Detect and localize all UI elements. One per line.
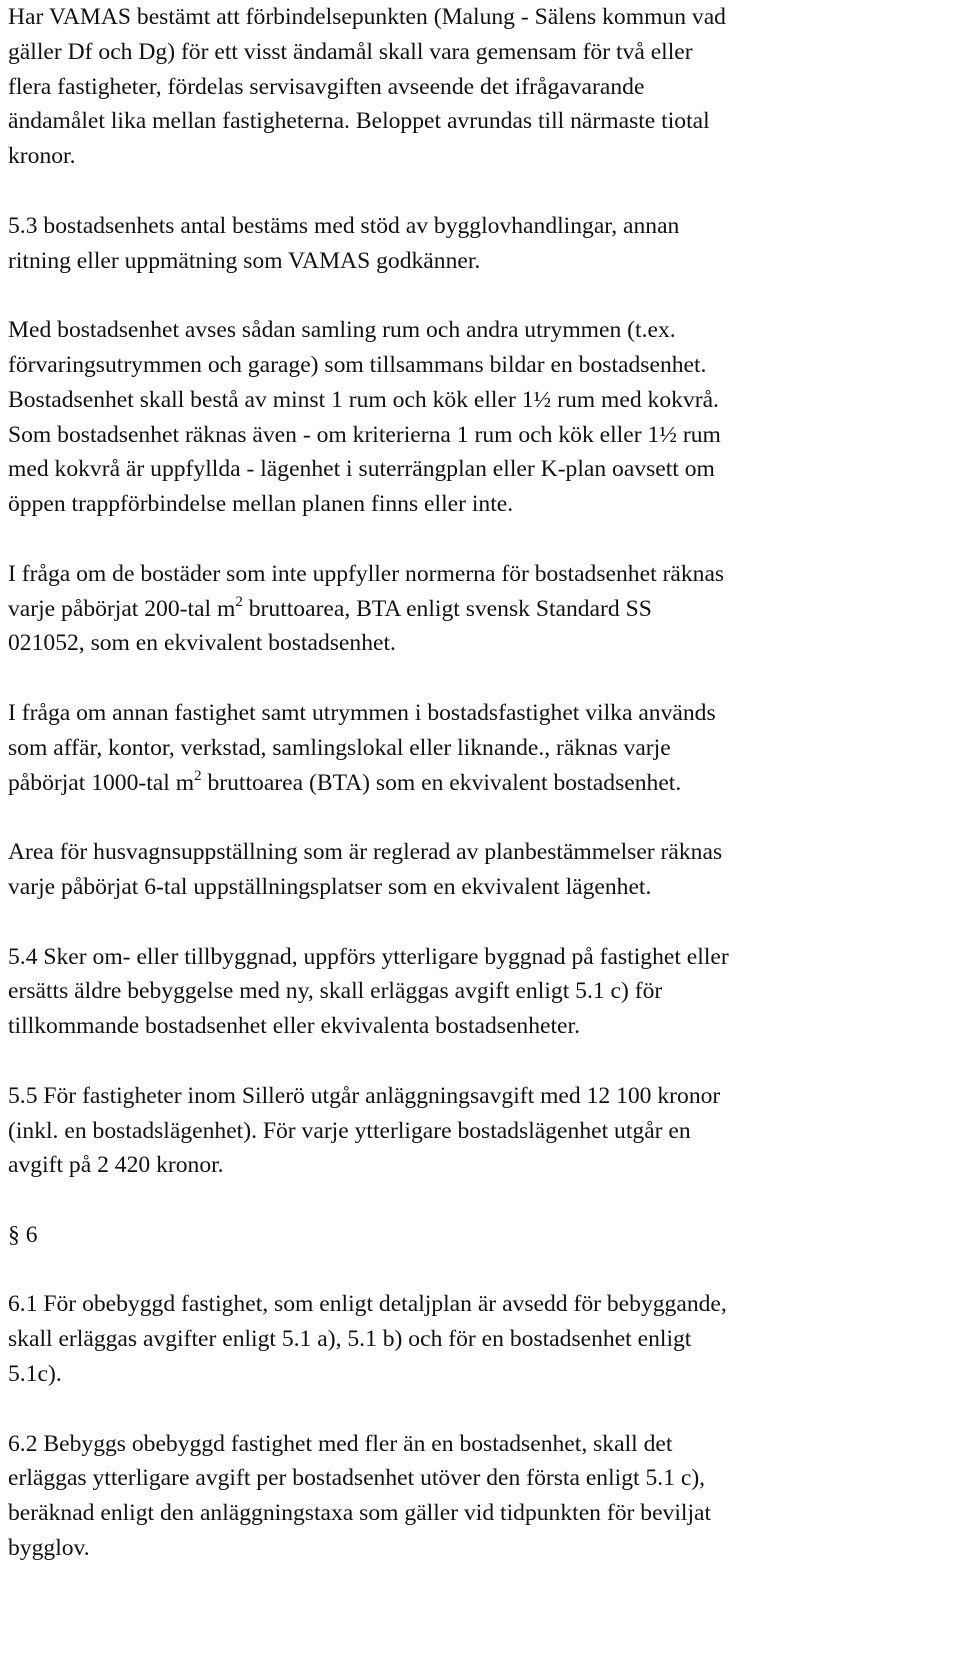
text-line: ritning eller uppmätning som VAMAS godkänner. — [8, 247, 481, 274]
text-line: varje påbörjat 6-tal uppställningsplatser som en ekvivalent lägenhet. — [8, 873, 652, 900]
text-segment: varje påbörjat 200-tal m — [8, 595, 236, 622]
paragraph-bostader-normer — [8, 557, 948, 661]
text-segment: påbörjat 1000-tal m — [8, 769, 195, 796]
text-line: 5.4 Sker om- eller tillbyggnad, uppförs ytterligare byggnad på fastighet eller — [8, 943, 729, 970]
text-line: ersätts äldre bebyggelse med ny, skall erläggas avgift enligt 5.1 c) för — [8, 978, 663, 1005]
text-line: avgift på 2 420 kronor. — [8, 1152, 224, 1179]
section-heading-6 — [8, 1218, 948, 1253]
text-line: som affär, kontor, verkstad, samlingslokal eller liknande., räknas varje — [8, 734, 671, 761]
text-line: I fråga om annan fastighet samt utrymmen i bostadsfastighet vilka används — [8, 699, 716, 726]
text-line: beräknad enligt den anläggningstaxa som gäller vid tidpunkten för beviljat — [8, 1500, 712, 1527]
text-line: 6.2 Bebyggs obebyggd fastighet med fler än en bostadsenhet, skall det — [8, 1430, 673, 1457]
text-line: skall erläggas avgifter enligt 5.1 a), 5.1 b) och för en bostadsenhet enligt — [8, 1326, 692, 1353]
text-line: (inkl. en bostadslägenhet). För varje ytterligare bostadslägenhet utgår en — [8, 1117, 691, 1144]
text-line: Som bostadsenhet räknas även - om kriterierna 1 rum och kök eller 1½ rum — [8, 421, 721, 448]
section-heading: § 6 — [8, 1221, 38, 1248]
text-line: 021052, som en ekvivalent bostadsenhet. — [8, 630, 396, 657]
paragraph-bostadsenhet-definition — [8, 313, 948, 522]
text-line: öppen trappförbindelse mellan planen finns eller inte. — [8, 491, 514, 518]
text-segment: bruttoarea (BTA) som en ekvivalent bostadsenhet. — [201, 769, 682, 796]
document-page — [8, 0, 948, 1566]
text-line: bygglov. — [8, 1535, 90, 1562]
text-line: flera fastigheter, fördelas servisavgiften avseende det ifrågavarande — [8, 73, 645, 100]
superscript: 2 — [194, 767, 202, 784]
paragraph-servisavgift — [8, 0, 948, 174]
text-line: 6.1 För obebyggd fastighet, som enligt detaljplan är avsedd för bebyggande, — [8, 1291, 727, 1318]
text-line: 5.5 För fastigheter inom Sillerö utgår anläggningsavgift med 12 100 kronor — [8, 1082, 721, 1109]
text-segment: bruttoarea, BTA enligt svensk Standard SS — [242, 595, 652, 622]
paragraph-5-3 — [8, 209, 948, 279]
paragraph-annan-fastighet — [8, 696, 948, 800]
text-line: Har VAMAS bestämt att förbindelsepunkten (Malung - Sälens kommun vad — [8, 4, 726, 30]
paragraph-6-2 — [8, 1427, 948, 1566]
text-line: I fråga om de bostäder som inte uppfyller normerna för bostadsenhet räknas — [8, 560, 725, 587]
paragraph-5-4 — [8, 940, 948, 1044]
text-line: förvaringsutrymmen och garage) som tillsammans bildar en bostadsenhet. — [8, 351, 707, 378]
text-line: 5.1c). — [8, 1361, 62, 1388]
paragraph-husvagn — [8, 835, 948, 905]
text-line — [8, 766, 948, 801]
paragraph-6-1 — [8, 1287, 948, 1391]
text-line: Bostadsenhet skall bestå av minst 1 rum och kök eller 1½ rum med kokvrå. — [8, 386, 719, 413]
text-line: 5.3 bostadsenhets antal bestäms med stöd av bygglovhandlingar, annan — [8, 212, 680, 239]
text-line: gäller Df och Dg) för ett visst ändamål skall vara gemensam för två eller — [8, 38, 693, 65]
superscript: 2 — [235, 593, 243, 610]
paragraph-5-5 — [8, 1079, 948, 1183]
text-line: med kokvrå är uppfyllda - lägenhet i suterrängplan eller K-plan oavsett om — [8, 456, 715, 483]
text-line: ändamålet lika mellan fastigheterna. Beloppet avrundas till närmaste tiotal — [8, 108, 710, 135]
text-line: kronor. — [8, 143, 76, 170]
text-line: tillkommande bostadsenhet eller ekvivalenta bostadsenheter. — [8, 1013, 580, 1040]
text-line: Med bostadsenhet avses sådan samling rum och andra utrymmen (t.ex. — [8, 317, 676, 344]
text-line: erläggas ytterligare avgift per bostadsenhet utöver den första enligt 5.1 c), — [8, 1465, 706, 1492]
text-line: Area för husvagnsuppställning som är reglerad av planbestämmelser räknas — [8, 839, 723, 866]
text-line — [8, 592, 948, 627]
